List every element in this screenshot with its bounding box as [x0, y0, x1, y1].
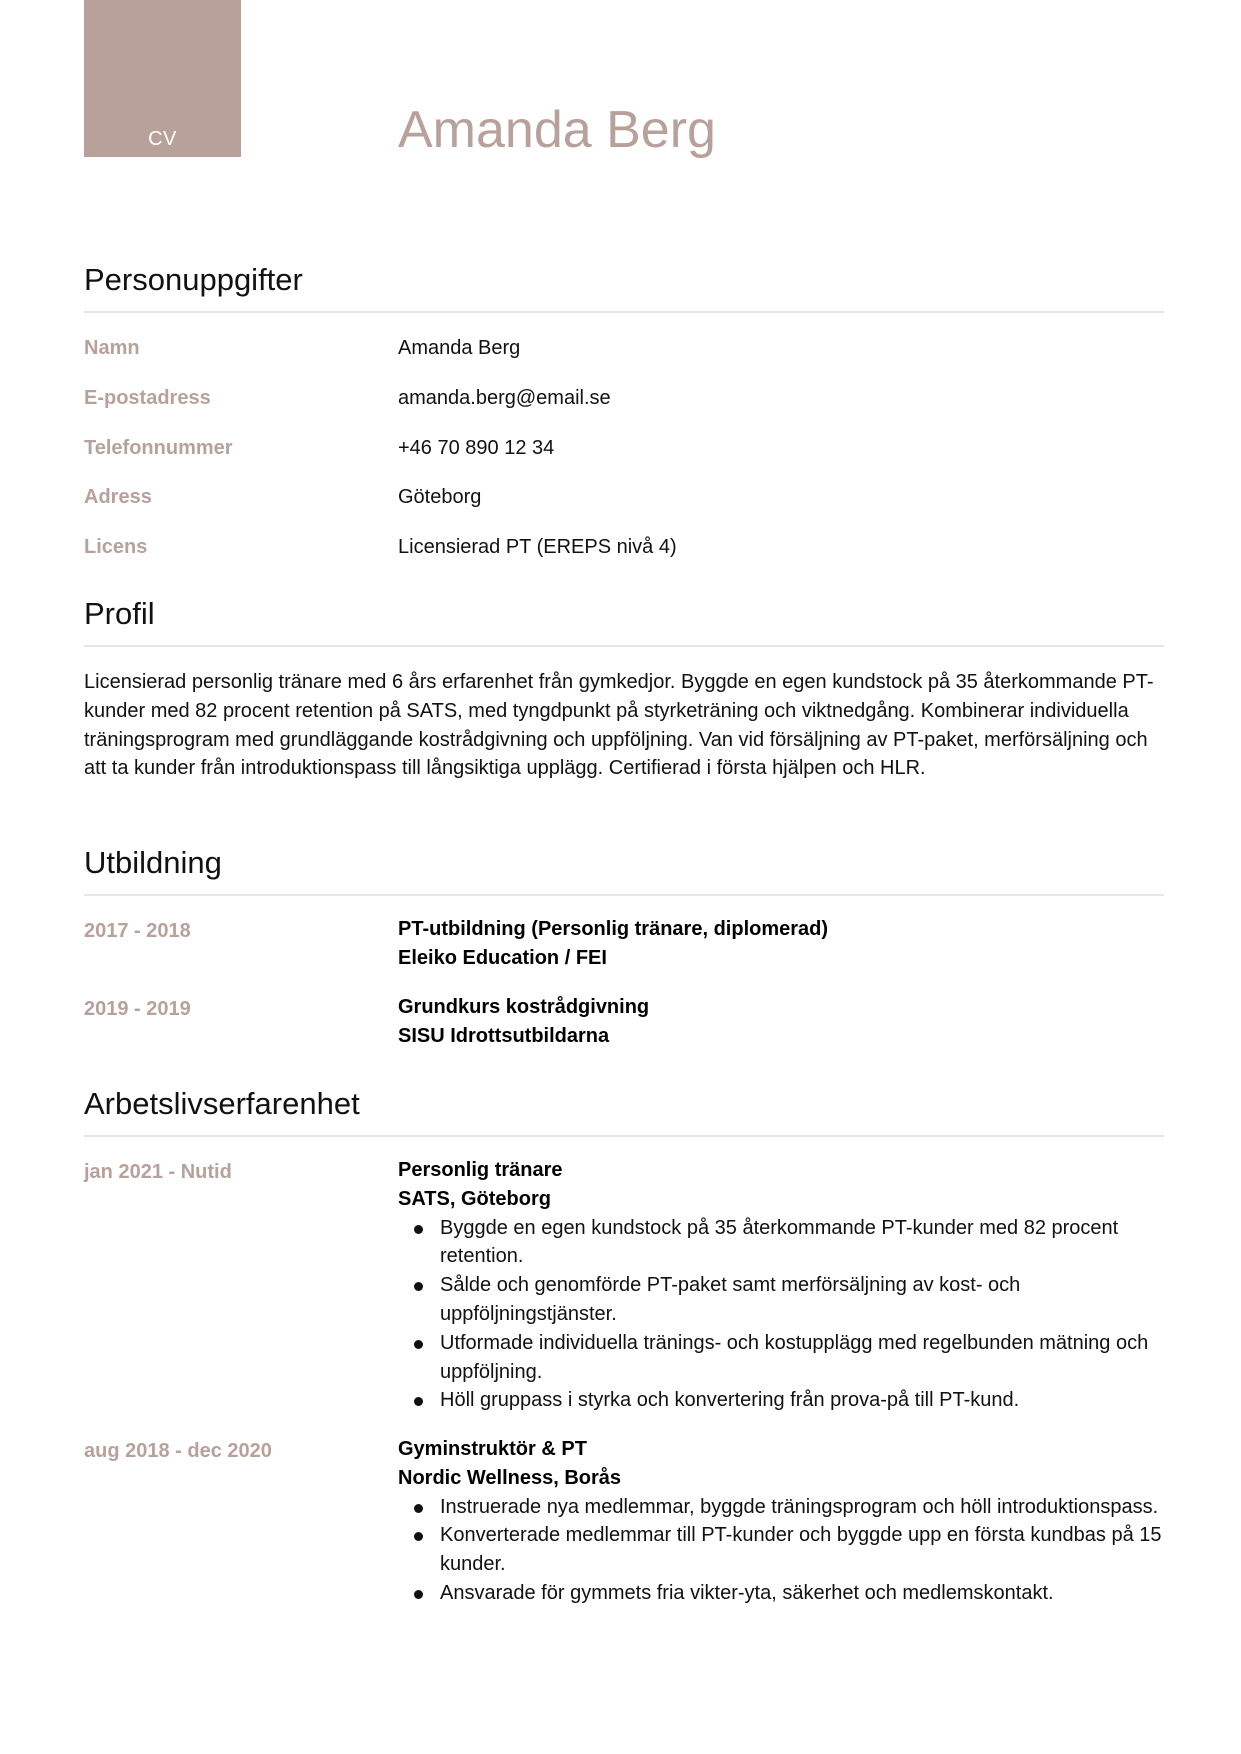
bullet-dot-icon — [414, 1340, 423, 1349]
section-title-education: Utbildning — [84, 845, 222, 880]
bullet-dot-icon — [414, 1282, 423, 1291]
section-divider — [84, 311, 1164, 313]
page-title: Amanda Berg — [398, 101, 716, 159]
experience-role: Personlig tränare — [398, 1159, 563, 1181]
experience-entry — [398, 1435, 1168, 1608]
list-item: Byggde en egen kundstock på 35 återkommande PT-kunder med 82 procent retention. — [398, 1214, 1168, 1272]
education-title: Grundkurs kostrådgivning — [398, 996, 650, 1018]
bullet-dot-icon — [414, 1504, 423, 1513]
section-divider — [84, 894, 1164, 896]
experience-employer: Nordic Wellness, Borås — [398, 1466, 622, 1489]
list-item: Konverterade medlemmar till PT-kunder och byggde upp en första kundbas på 15 kunder. — [398, 1521, 1168, 1579]
bullet-dot-icon — [414, 1225, 423, 1234]
label-phone: Telefonnummer — [84, 437, 233, 459]
label-license: Licens — [84, 536, 148, 558]
section-title-profile: Profil — [84, 596, 155, 631]
section-title-experience: Arbetslivserfarenhet — [84, 1086, 360, 1121]
value-email: amanda.berg@email.se — [398, 387, 611, 409]
cv-badge — [84, 0, 241, 157]
education-entry — [398, 993, 1168, 1051]
label-email: E-postadress — [84, 387, 211, 409]
value-address: Göteborg — [398, 486, 482, 508]
label-address: Adress — [84, 486, 152, 508]
cv-badge-label: CV — [148, 128, 177, 150]
education-title: PT-utbildning (Personlig tränare, diplomerad) — [398, 918, 829, 940]
value-license: Licensierad PT (EREPS nivå 4) — [398, 536, 677, 558]
experience-employer: SATS, Göteborg — [398, 1187, 551, 1210]
experience-dates: aug 2018 - dec 2020 — [84, 1440, 272, 1462]
experience-entry — [398, 1156, 1168, 1415]
profile-text: Licensierad personlig tränare med 6 års erfarenhet från gymkedjor. Byggde en egen kundstock på 35 återkommande PT-kunder med 82 procent retention på SATS, med tyngdpunkt på styrketräning och viktnedgång. Kombinerar individuella träningsprogram med grundläggande kostrådgivning och uppföljning. Van vid försäljning av PT-paket, merförsäljning och att ta kunder från introduktionspass till långsiktiga upplägg. Certifierad i första hjälpen och HLR. — [84, 671, 1154, 780]
section-divider — [84, 645, 1164, 647]
bullet-dot-icon — [414, 1397, 423, 1406]
list-item: Höll gruppass i styrka och konvertering från prova-på till PT-kund. — [398, 1386, 1168, 1415]
value-phone: +46 70 890 12 34 — [398, 437, 555, 459]
experience-bullet-list — [398, 1493, 1168, 1608]
education-dates: 2017 - 2018 — [84, 920, 191, 942]
experience-bullet-list — [398, 1214, 1168, 1416]
section-title-personal: Personuppgifter — [84, 262, 303, 297]
label-name: Namn — [84, 337, 140, 359]
education-school: Eleiko Education / FEI — [398, 946, 607, 969]
experience-role: Gyminstruktör & PT — [398, 1438, 587, 1460]
bullet-dot-icon — [414, 1532, 423, 1541]
education-dates: 2019 - 2019 — [84, 998, 191, 1020]
list-item: Sålde och genomförde PT-paket samt merförsäljning av kost- och uppföljningstjänster. — [398, 1271, 1168, 1329]
list-item: Ansvarade för gymmets fria vikter-yta, säkerhet och medlemskontakt. — [398, 1579, 1168, 1608]
section-divider — [84, 1135, 1164, 1137]
experience-dates: jan 2021 - Nutid — [84, 1161, 232, 1183]
value-name: Amanda Berg — [398, 337, 521, 359]
education-entry — [398, 915, 1168, 973]
list-item: Utformade individuella tränings- och kostupplägg med regelbunden mätning och uppföljning. — [398, 1329, 1168, 1387]
list-item: Instruerade nya medlemmar, byggde träningsprogram och höll introduktionspass. — [398, 1493, 1168, 1522]
education-school: SISU Idrottsutbildarna — [398, 1024, 610, 1047]
bullet-dot-icon — [414, 1590, 423, 1599]
